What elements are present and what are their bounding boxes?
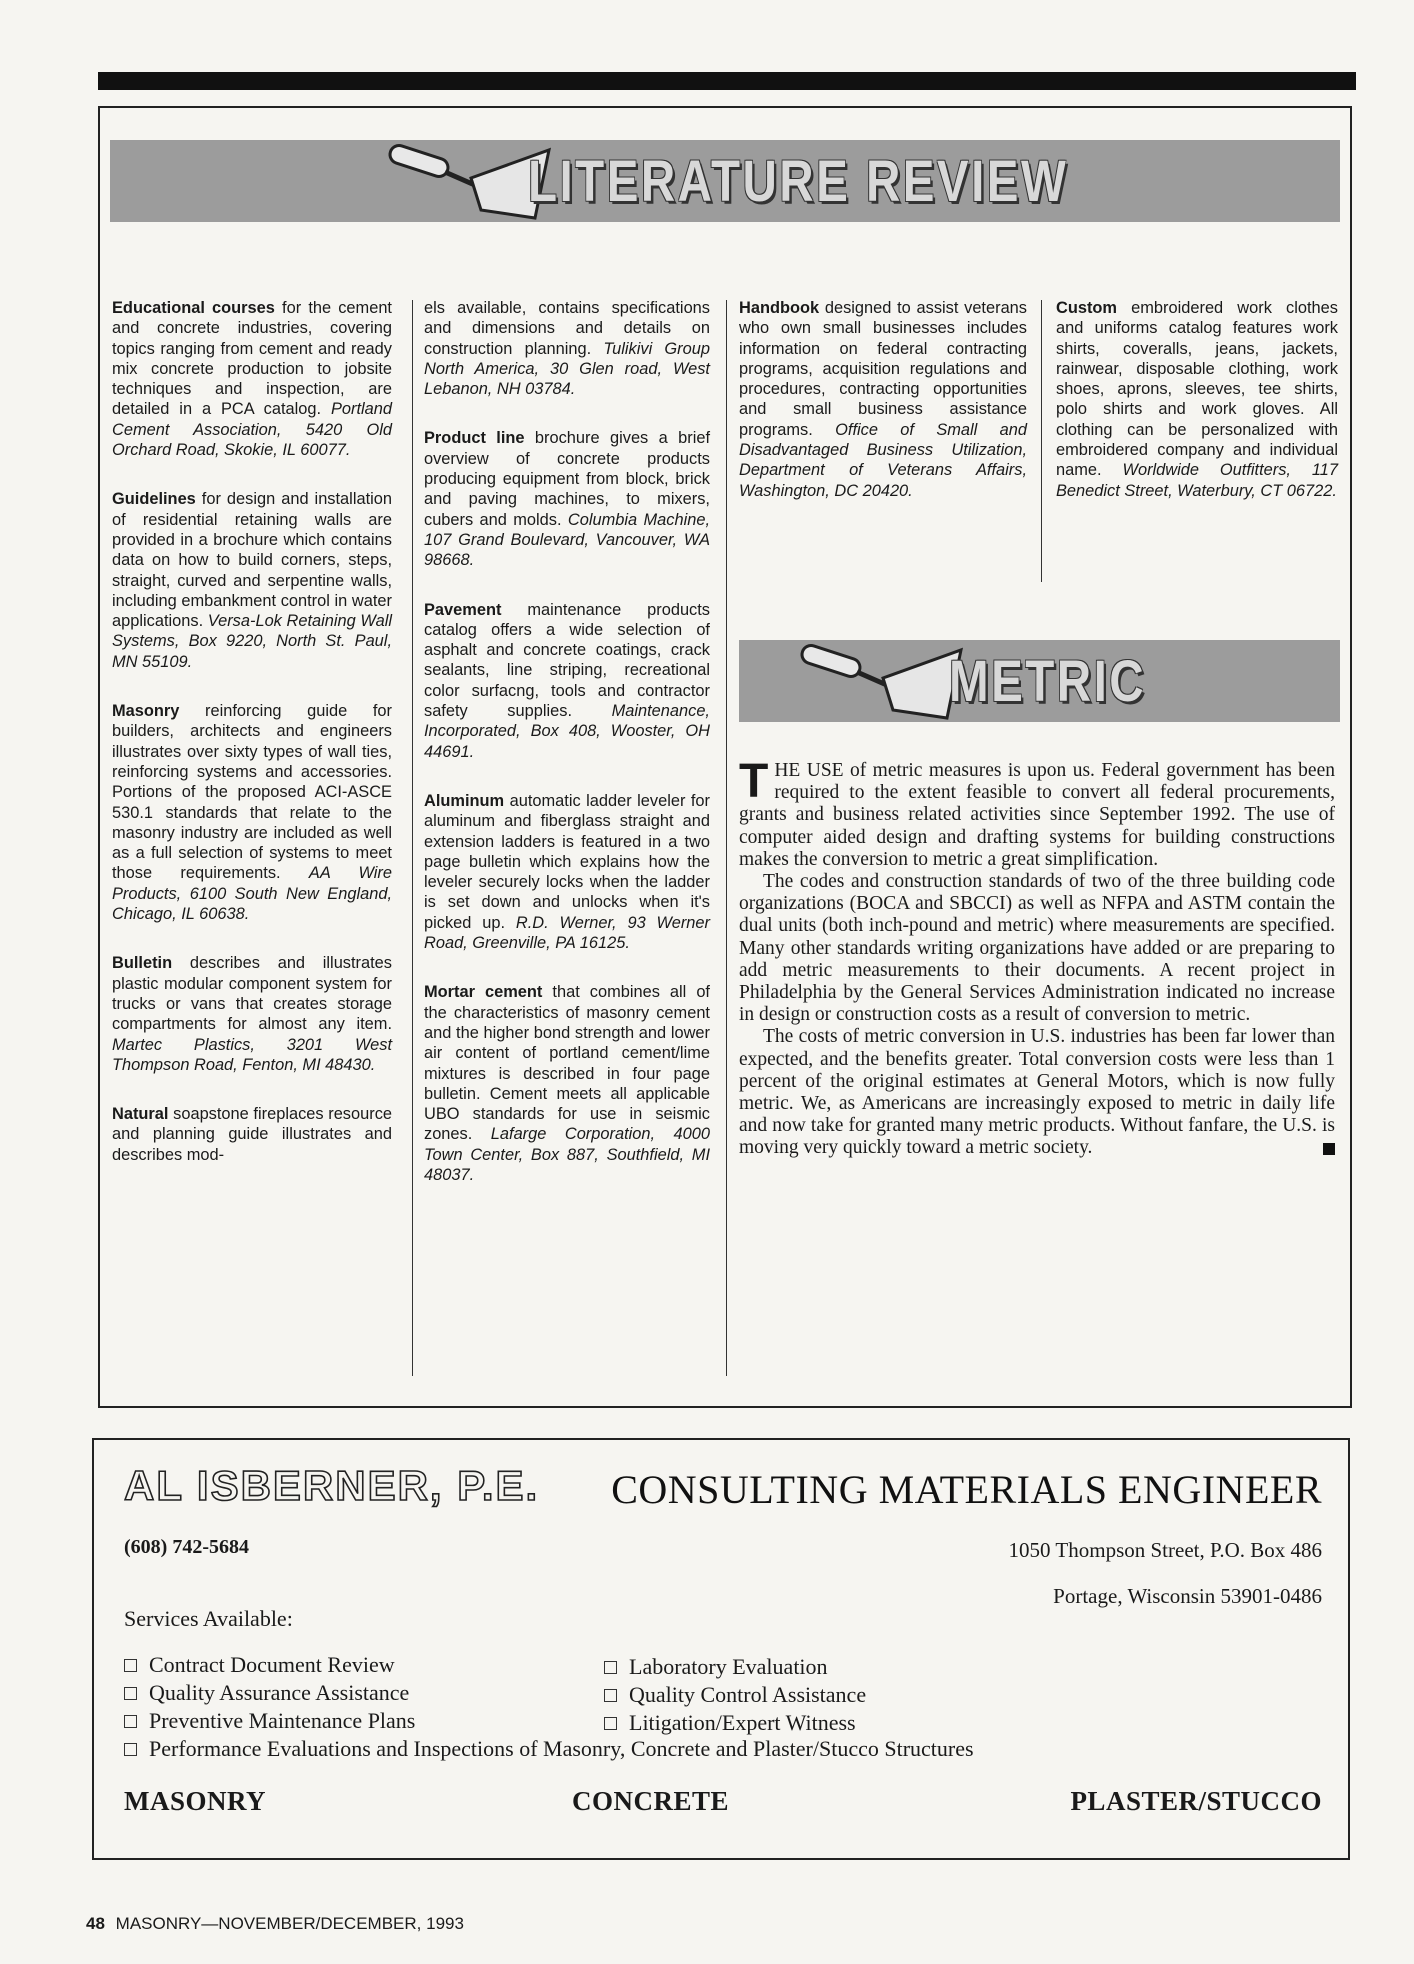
end-mark-icon [1323,1143,1335,1155]
checkbox-icon [124,1743,137,1756]
service-item: Performance Evaluations and Inspections of Masonry, Concrete and Plaster/Stucco Structures [124,1736,974,1762]
page-footer [86,1914,464,1934]
advertiser-phone: (608) 742-5684 [124,1536,249,1558]
checkbox-icon [124,1715,137,1728]
page-number: 48 [86,1914,105,1933]
metric-paragraph: The costs of metric conversion in U.S. industries has been far lower than expected, and the benefits greater. Total conversion costs were less than 1 percent of the original estimates at General Motors, which is now fully metric. We, as Americans are increasingly exposed to metric in daily life and now take for granted many metric products. Without fanfare, the U.S. is moving very quickly toward a metric society. [739,1026,1335,1159]
literature-entry: els available, contains specifications and dimensions and details on construction planning. Tulikivi Group North America, 30 Glen road, West Lebanon, NH 03784. [424,299,710,399]
advertiser-address-line1: 1050 Thompson Street, P.O. Box 486 [1008,1538,1322,1562]
literature-entry: Natural soapstone fireplaces resource and planning guide illustrates and describes mod- [112,1105,392,1164]
literature-entry: Educational courses for the cement and concrete industries, covering topics ranging from cement and ready mix concrete production to jobsite techniques and inspection, are detailed in a PCA catalog. Portland Cement Association, 5420 Old Orchard Road, Skokie, IL 60077. [112,299,392,460]
consulting-advertisement [92,1438,1350,1860]
column-4 [1056,298,1338,530]
literature-entry: Guidelines for design and installation of residential retaining walls are provided in a brochure which contains data on how to build corners, steps, straight, curved and serpentine walls, including embankment control in water applications. Versa-Lok Retaining Wall Systems, Box 9220, North St. Paul, MN 55109. [112,490,393,671]
service-item: Quality Assurance Assistance [124,1680,409,1706]
literature-entry: Product line brochure gives a brief overview of concrete products producing equipment from block, brick and paving machines, to mixers, cubers and molds. Columbia Machine, 107 Grand Boulevard, Vancouver, WA 98668. [424,429,711,570]
column-1 [112,298,392,1194]
checkbox-icon [124,1687,137,1700]
literature-entry: Aluminum automatic ladder leveler for aluminum and fiberglass straight and extension ladders is featured in a two page bulletin which explains how the leveler securely locks when the ladder is set down and unlocks when it's picked up. R.D. Werner, 93 Werner Road, Greenville, PA 16125. [424,791,710,953]
top-rule [98,72,1356,90]
literature-entry: Custom embroidered work clothes and uniforms catalog features work shirts, coveralls, jeans, jackets, rainwear, disposable clothing, work shoes, aprons, sleeves, tee shirts, polo shirts and work gloves. All clothing can be personalized with embroidered company and individual name. Worldwide Outfitters, 117 Benedict Street, Waterbury, CT 06722. [1056,299,1339,500]
services-label: Services Available: [124,1606,293,1631]
trowel-icon [797,638,967,724]
publication-line: MASONRY—NOVEMBER/DECEMBER, 1993 [115,1914,464,1933]
service-item: Contract Document Review [124,1652,395,1678]
advertiser-role: CONSULTING MATERIALS ENGINEER [611,1467,1322,1512]
drop-cap: T [739,755,769,808]
column-divider [1041,300,1042,582]
literature-entry: Bulletin describes and illustrates plastic modular component system for trucks or vans that creates storage compartments for almost any item. Martec Plastics, 3201 West Thompson Road, Fenton, MI 48430. [112,954,392,1074]
service-item: Laboratory Evaluation [604,1654,828,1680]
column-divider [412,300,413,1376]
footer-masonry: MASONRY [124,1786,267,1816]
checkbox-icon [604,1661,617,1674]
column-divider [726,300,727,1376]
service-item: Litigation/Expert Witness [604,1710,856,1736]
literature-entry: Pavement maintenance products catalog offers a wide selection of asphalt and concrete coatings, crack sealants, line striping, recreational color surfacng, tools and contractor safety supplies. Maintenance, Incorporated, Box 408, Wooster, OH 44691. [424,600,710,761]
literature-entry: Masonry reinforcing guide for builders, architects and engineers illustrates over sixty types of wall ties, reinforcing systems and accessories. Portions of the proposed ACI-ASCE 530.1 standards that relate to the masonry industry are included as well as a full selection of systems to meet those requirements. AA Wire Products, 6100 South New England, Chicago, IL 60638. [112,702,392,924]
column-2 [424,298,710,1214]
metric-banner [739,640,1340,722]
metric-paragraph: THE USE of metric measures is upon us. Federal government has been required to the extent feasible to convert all federal procurements, grants and business related activities since September 1992. The use of computer aided design and drafting systems for building constructions makes the conversion to metric a great simplification. [739,755,1335,870]
checkbox-icon [124,1659,137,1672]
metric-paragraph: The codes and construction standards of two of the three building code organizations (BOCA and SBCCI) as well as NFPA and ASTM contain the dual units (both inch-pound and metric) where measurements are specified. Many other standards writing organizations have added or are preparing to add metric measurements to their documents. A recent project in Philadelphia by the General Services Administration indicated no increase in design or construction costs as a result of conversion to metric. [739,871,1335,1026]
metric-title: METRIC [949,649,1147,714]
literature-review-banner [110,140,1340,222]
checkbox-icon [604,1689,617,1702]
advertiser-address-line2: Portage, Wisconsin 53901-0486 [1053,1584,1322,1608]
checkbox-icon [604,1717,617,1730]
footer-plaster-stucco: PLASTER/STUCCO [1070,1786,1322,1816]
metric-article [739,755,1335,1160]
service-item: Preventive Maintenance Plans [124,1708,415,1734]
advertiser-name: AL ISBERNER, P.E. [124,1462,540,1509]
footer-concrete: CONCRETE [572,1786,730,1816]
literature-entry: Handbook designed to assist veterans who own small businesses includes information on federal contracting programs, acquisition regulations and procedures, contracting opportunities and small business assistance programs. Office of Small and Disadvantaged Business Utilization, Department of Veterans Affairs, Washington, DC 20420. [739,299,1027,500]
service-item: Quality Control Assistance [604,1682,866,1708]
literature-entry: Mortar cement that combines all of the characteristics of masonry cement and the higher bond strength and lower air content of portland cement/lime mixtures is described in four page bulletin. Cement meets all applicable UBO standards for use in seismic zones. Lafarge Corporation, 4000 Town Center, Box 887, Southfield, MI 48037. [424,983,710,1184]
column-3 [739,298,1027,530]
section-title: LITERATURE REVIEW [528,149,1069,214]
